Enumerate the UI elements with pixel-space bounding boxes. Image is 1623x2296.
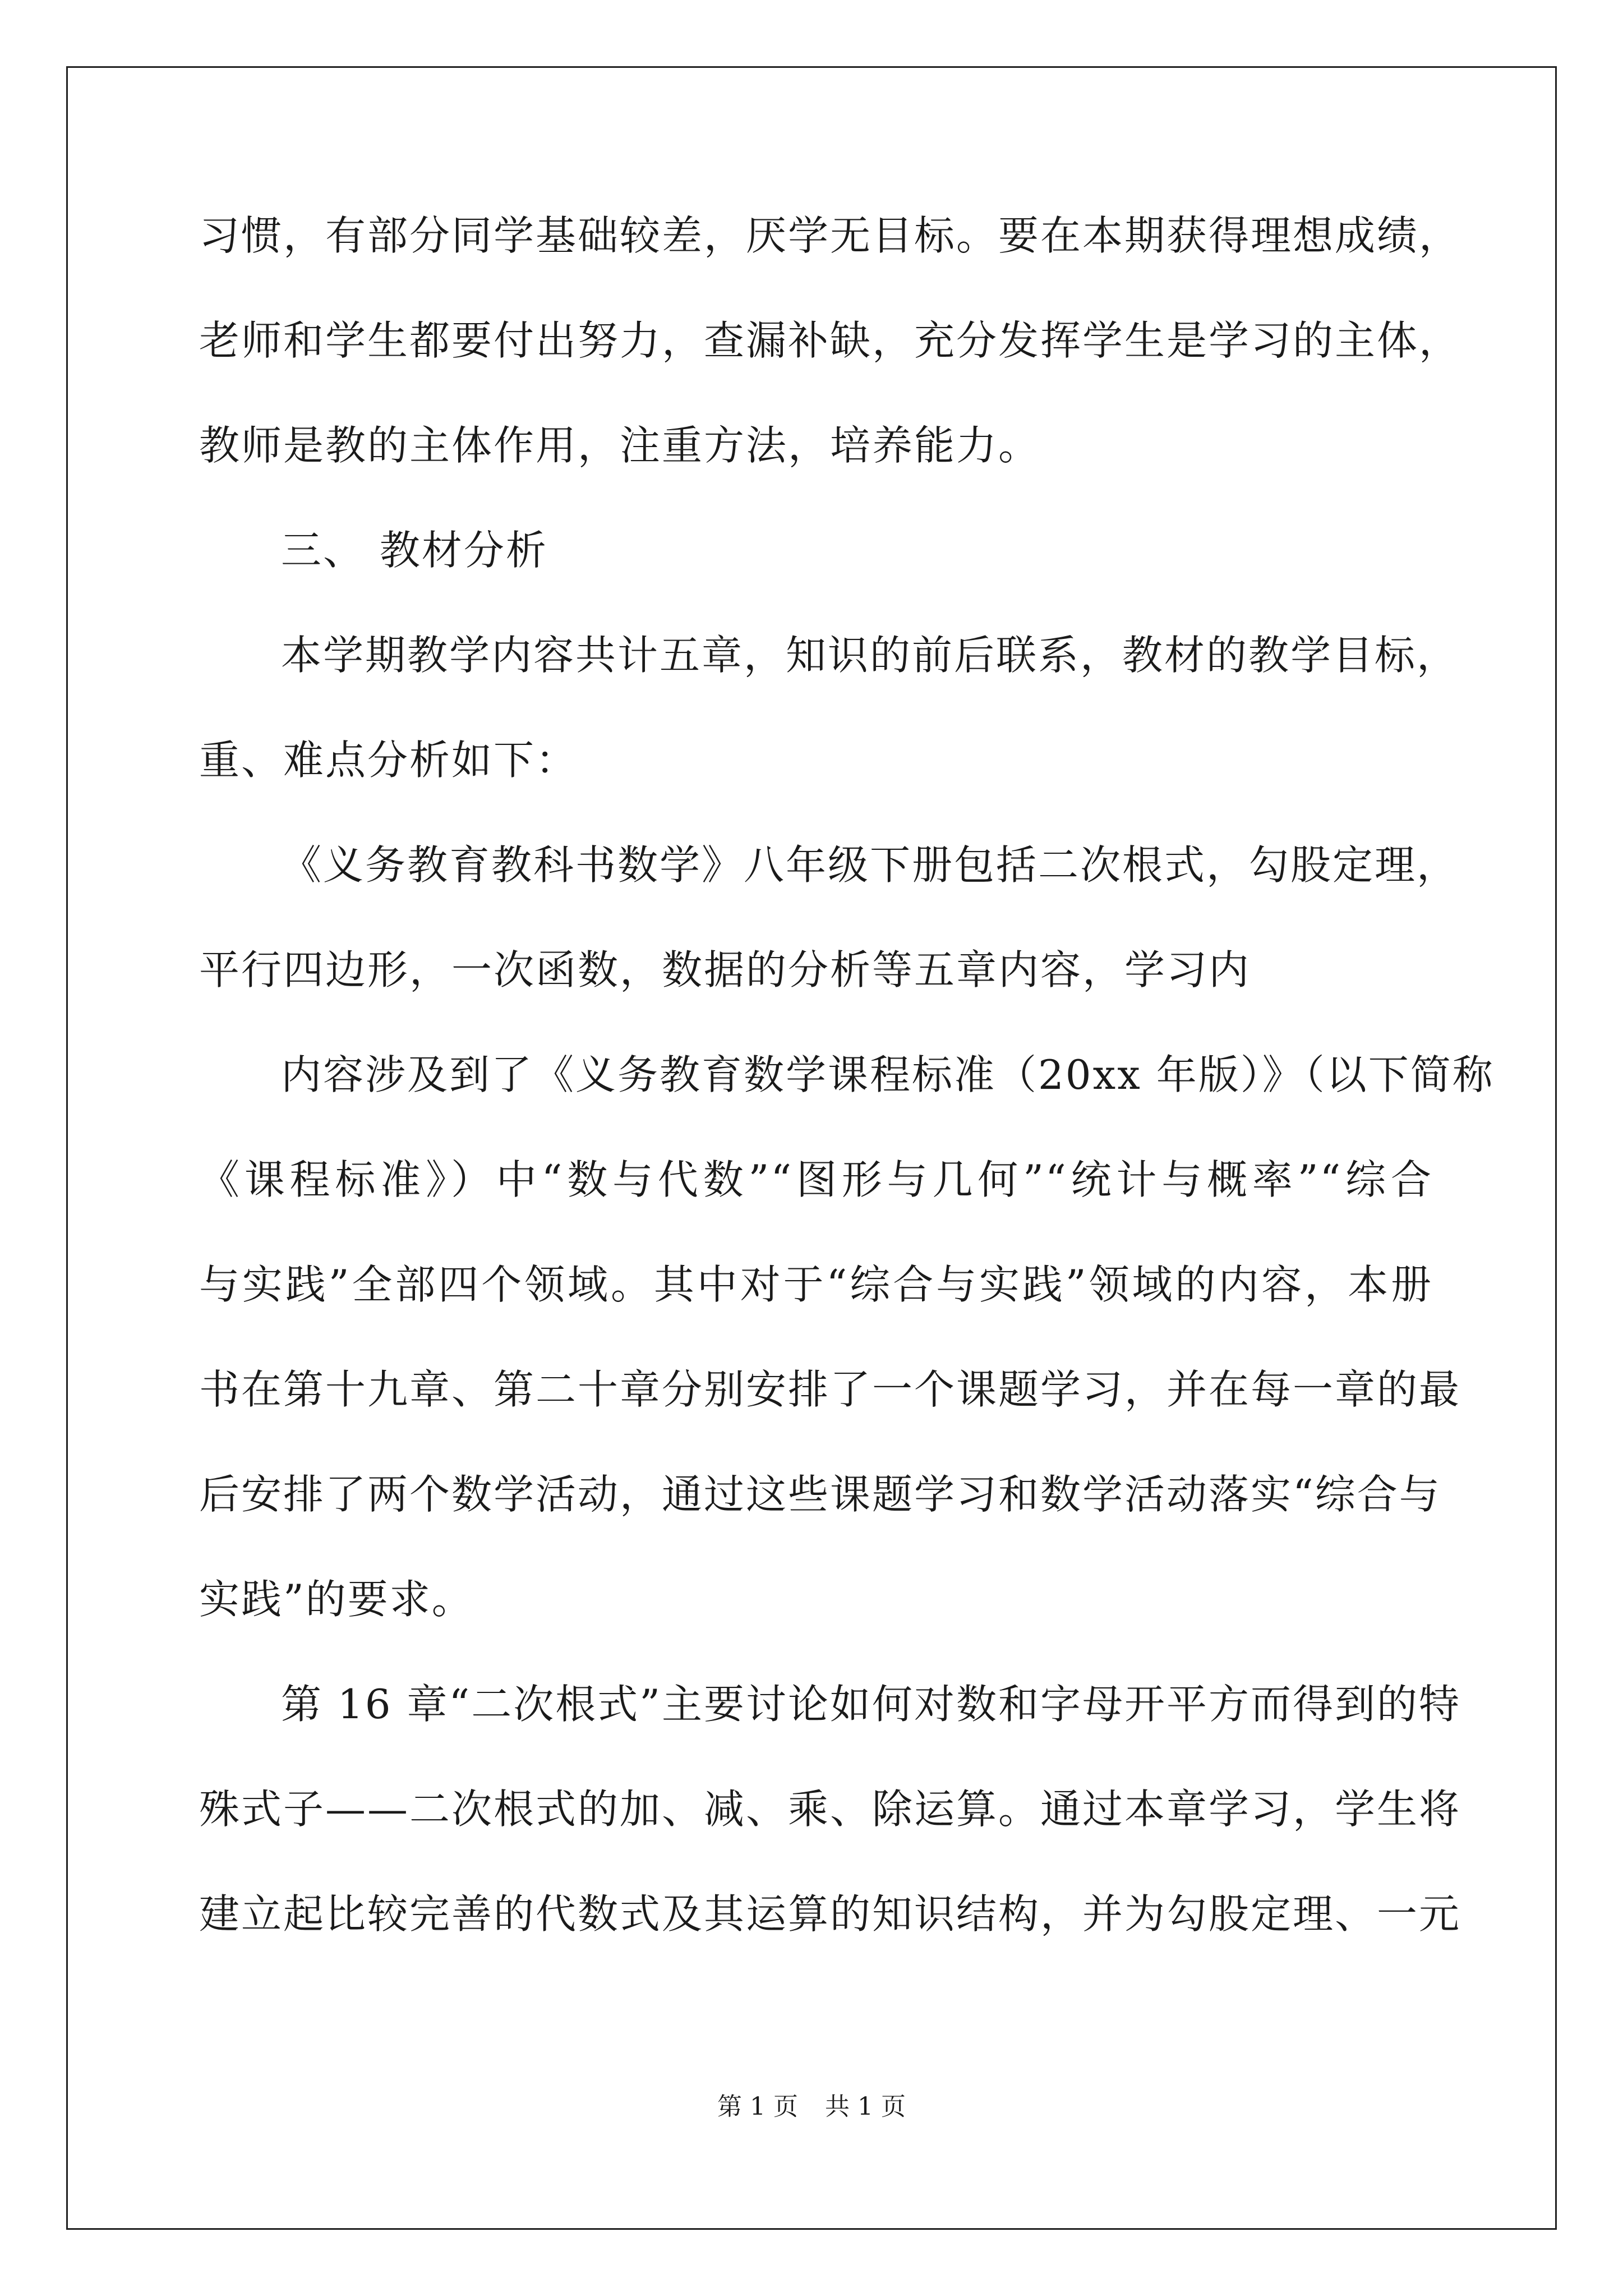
text-line: 平行四边形，一次函数，数据的分析等五章内容，学习内 <box>199 946 1251 993</box>
text-line: 《义务教育教科书数学》八年级下册包括二次根式，勾股定理， <box>281 841 1459 889</box>
section-heading: 三、 教材分析 <box>281 527 548 574</box>
text-line: 重、难点分析如下： <box>199 737 578 784</box>
text-line: 后安排了两个数学活动，通过这些课题学习和数学活动落实“综合与 <box>199 1471 1441 1518</box>
text-line: 教师是教的主体作用，注重方法，培养能力。 <box>199 422 1041 469</box>
page-total: 共 1 页 <box>825 2092 906 2121</box>
text-line: 习惯，有部分同学基础较差，厌学无目标。要在本期获得理想成绩， <box>199 212 1461 259</box>
text-line: 殊式子——二次根式的加、减、乘、除运算。通过本章学习，学生将 <box>199 1786 1461 1833</box>
document-body <box>199 208 1495 1991</box>
page-footer <box>0 2090 1623 2124</box>
text-line: 与实践”全部四个领域。其中对于“综合与实践”领域的内容，本册 <box>199 1261 1433 1308</box>
text-line: 老师和学生都要付出努力，查漏补缺，充分发挥学生是学习的主体， <box>199 317 1461 364</box>
text-line: 第 16 章“二次根式”主要讨论如何对数和字母开平方而得到的特 <box>281 1681 1461 1728</box>
text-line: 内容涉及到了《义务教育数学课程标准（20xx 年版）》（以下简称 <box>281 1051 1495 1098</box>
text-line: 《课程标准》）中“数与代数”“图形与几何”“统计与概率”“综合 <box>199 1156 1433 1203</box>
text-line: 书在第十九章、第二十章分别安排了一个课题学习，并在每一章的最 <box>199 1366 1461 1413</box>
text-line: 本学期教学内容共计五章，知识的前后联系，教材的教学目标， <box>281 632 1459 679</box>
text-line: 实践”的要求。 <box>199 1576 474 1623</box>
page-number: 第 1 页 <box>717 2092 798 2121</box>
text-line: 建立起比较完善的代数式及其运算的知识结构，并为勾股定理、一元 <box>199 1890 1461 1938</box>
